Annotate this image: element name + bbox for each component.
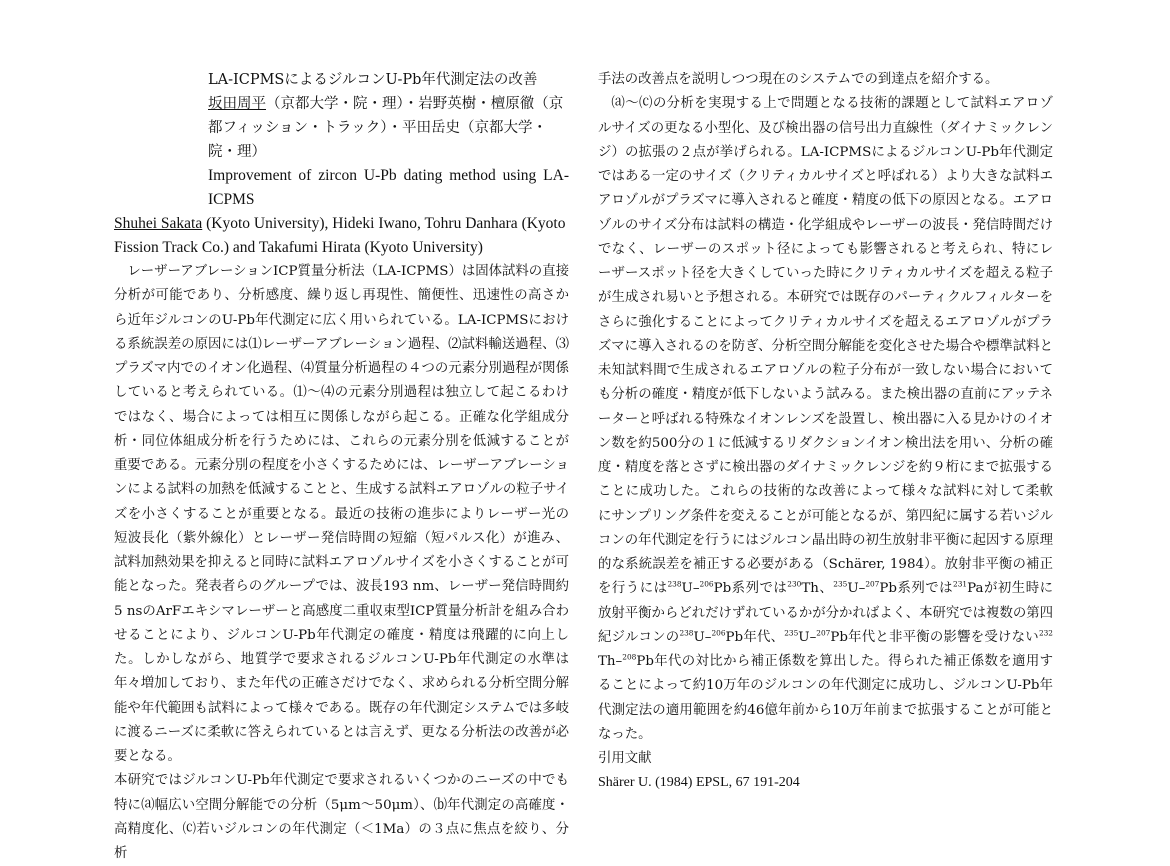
isotope-mass: 230 (787, 579, 802, 589)
presenter-ja: 坂田周平 (208, 96, 266, 112)
paragraph-objectives-cont: 手法の改善点を説明しつつ現在のシステムでの到達点を紹介する。 (598, 72, 999, 87)
text-segment: Pb年代と非平衡の影響を受けない (830, 629, 1039, 645)
text-segment: ⒜～⒞の分析を実現する上で問題となる技術的課題として試料エアロゾルサイズの更なる小型化、及び検出器の信号出力直線性（ダイナミックレンジ）の拡張の２点が挙げられる。LA-ICPMSによるジルコンU-Pb年代測定ではある一定のサイズ（クリティカルサイズと呼ばれる）より大きな試料エアロゾルがプラズマに導入されると確度・精度の低下の原因となる。エアロゾルのサイズ分布は試料の構造・化学組成やレーザーの波長・発信時間だけでなく、レーザーのスポット径によっても影響されると考えられ、特にレーザースポット径を大きくしていった時にクリティカルサイズを超える粒子が生成され易いと予想される。本研究では既存のパーティクルフィルターをさらに強化することによってクリティカルサイズを超えるエアロゾルがプラズマに導入されるのを防ぎ、分析空間分解能を変化させた場合や標準試料と未知試料間で生成されるエアロゾルの粒子分布が一致しない場合においても分析の確度・精度が低下しないよう試みる。また検出器の直前にアッテネーターと呼ばれる特殊なイオンレンズを設置し、検出器に入る見かけのイオン数を約500分の１に低減するリダクションイオン検出法を用い、分析の確度・精度を落とさずに検出器のダイナミックレンジを約９桁にまで拡張することに成功した。これらの技術的な改善によって様々な試料に対して柔軟にサンプリング条件を変えることが可能となるが、第四紀に属する若いジルコンの年代測定を行うにはジルコン晶出時の初生放射非平衡に起因する原理的な系統誤差を補正する必要がある（Schärer, 1984）。放射非平衡の補正を行うには (598, 96, 1053, 597)
paragraph-methods (598, 92, 1053, 747)
title-ja: LA-ICPMSによるジルコンU-Pb年代測定法の改善 (208, 72, 538, 88)
isotope-mass: 207 (816, 628, 831, 638)
paragraph-intro: レーザーアブレーションICP質量分析法（LA-ICPMS）は固体試料の直接分析が可能であり、分析感度、繰り返し再現性、簡便性、迅速性の高さから近年ジルコンのU-Pb年代測定に広く用いられている。LA-ICPMSにおける系統誤差の原因には⑴レーザーアブレーション過程、⑵試料輸送過程、⑶プラズマ内でのイオン化過程、⑷質量分析過程の４つの元素分別過程が関係していると考えられている。⑴～⑷の元素分別過程は独立して起こるわけではなく、場合によっては相互に関係しながら起こる。正確な化学組成分析・同位体組成分析を行うためには、これらの元素分別を低減することが重要である。元素分別の程度を小さくするためには、レーザーアブレーションによる試料の加熱を低減することと、生成する試料エアロゾルの粒子サイズを小さくすることが重要となる。最近の技術の進歩によりレーザー光の短波長化（紫外線化）とレーザー発信時間の短縮（短パルス化）が進み、試料加熱効果を抑えると同時に試料エアロゾルサイズを小さくすることが可能となった。発表者らのグループでは、波長193 nm、レーザー発信時間約5 nsのArFエキシマレーザーと高感度二重収束型ICP質量分析計を組み合わせることにより、ジルコンU-Pb年代測定の確度・精度は飛躍的に向上した。しかしながら、地質学で要求されるジルコンU-Pb年代測定の水準は年々増加しており、また年代の正確さだけでなく、求められる分析空間分解能や年代範囲も試料によって様々である。既存の年代測定システムでは多岐に渡るニーズに柔軟に答えられているとは言えず、更なる分析法の改善が必要となる。 (114, 264, 570, 764)
authors-en (114, 212, 569, 260)
authors-en-rest: (Kyoto University), Hideki Iwano, Tohru Danhara (Kyoto Fission Track Co.) and Takafumi Hirata (Kyoto University) (114, 215, 566, 256)
text-segment: U– (693, 629, 712, 645)
isotope-mass: 235 (833, 579, 848, 589)
text-segment: Pb年代、 (725, 629, 785, 645)
header-block (208, 68, 569, 212)
text-segment: U– (847, 581, 866, 597)
text-segment: U– (681, 581, 700, 597)
authors-ja (208, 92, 569, 164)
isotope-mass: 231 (953, 579, 968, 589)
text-segment: Pb系列では (879, 581, 954, 597)
text-segment: Pb年代の対比から補正係数を算出した。得られた補正係数を適用することによって約10万年のジルコンの年代測定に成功し、ジルコンU-Pb年代測定法の適用範囲を約46億年前から10万年前まで拡張することが可能となった。 (598, 654, 1053, 742)
isotope-mass: 238 (679, 628, 694, 638)
isotope-mass: 238 (667, 579, 682, 589)
title-en: Improvement of zircon U-Pb dating method using LA-ICPMS (208, 167, 569, 208)
text-segment: U– (798, 629, 817, 645)
text-segment: Th、 (801, 581, 834, 597)
text-segment: Paが初生時に放射平衡からどれだけずれているかが分かればよく、本研究では複数の第四紀ジルコンの (598, 581, 1054, 645)
isotope-mass: 206 (699, 579, 714, 589)
text-segment: Pb系列では (713, 581, 788, 597)
references-heading: 引用文献 (598, 751, 652, 766)
reference-item: Shärer U. (1984) EPSL, 67 191-204 (598, 775, 800, 790)
left-column (114, 68, 569, 866)
isotope-mass: 207 (865, 579, 880, 589)
right-column (598, 68, 1053, 795)
authors-ja-rest: （京都大学・院・理）・岩野英樹・檀原徹（京都フィッション・トラック）・平田岳史（京都大学・院・理） (208, 96, 564, 160)
paragraph-objectives: 本研究ではジルコンU-Pb年代測定で要求されるいくつかのニーズの中でも特に⒜幅広い空間分解能での分析（5μm～50μm）、⒝年代測定の高確度・高精度化、⒞若いジルコンの年代測定（＜1Ma）の３点に焦点を絞り、分析 (114, 773, 569, 861)
isotope-mass: 206 (711, 628, 726, 638)
text-segment: Th– (598, 654, 623, 669)
isotope-mass: 232 (1038, 628, 1053, 638)
isotope-mass: 235 (784, 628, 799, 638)
isotope-mass: 208 (622, 652, 637, 662)
presenter-en: Shuhei Sakata (114, 215, 203, 232)
